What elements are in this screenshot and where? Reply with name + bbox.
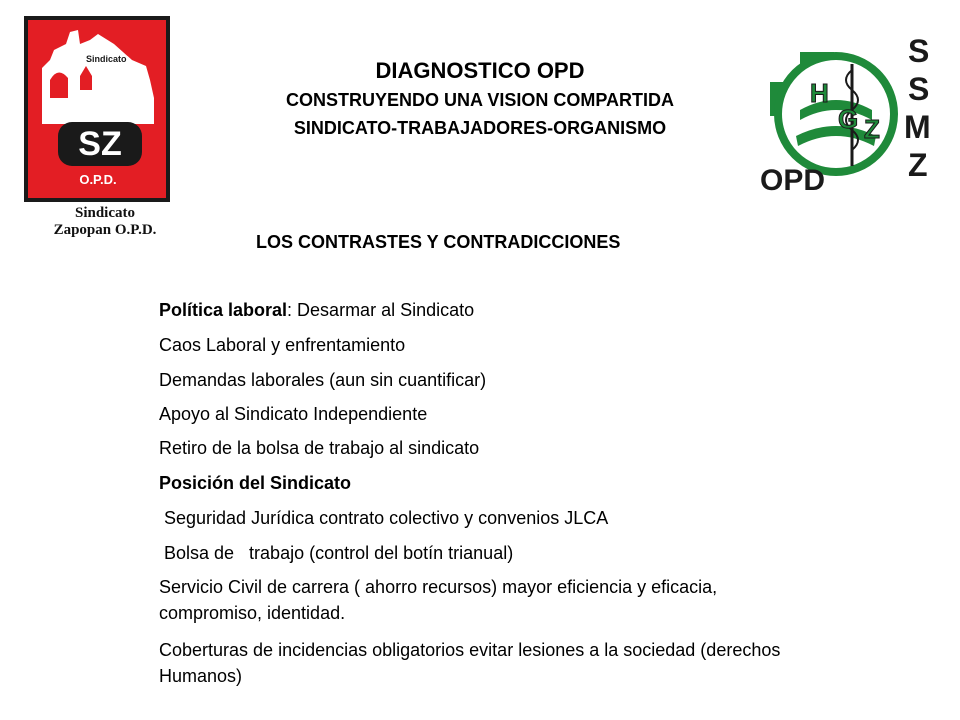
opd-label: OPD	[760, 164, 826, 197]
letter-z2: Z	[908, 147, 928, 183]
list-item-retiro: Retiro de la bolsa de trabajo al sindicato	[159, 438, 480, 458]
sindicato-logo	[24, 16, 170, 202]
logo-caption-line1: Sindicato	[74, 205, 135, 221]
opd-ssmz-logo	[748, 30, 948, 200]
letter-s1: S	[908, 33, 930, 69]
politica-label: Política laboral	[159, 300, 288, 320]
list-item-bolsa: Bolsa de trabajo (control del botín trianual)	[159, 543, 514, 563]
list-item-politica	[159, 297, 474, 323]
opd-mark: O.P.D.	[79, 172, 117, 187]
letter-z: Z	[864, 114, 880, 144]
letter-h: H	[810, 78, 829, 108]
letter-m: M	[904, 109, 931, 145]
list-item-seguridad: Seguridad Jurídica contrato colectivo y convenios JLCA	[159, 508, 609, 528]
list-item-servicio: Servicio Civil de carrera ( ahorro recursos) mayor eficiencia y eficacia, compromiso, identidad.	[159, 577, 718, 623]
subtitle-line1: CONSTRUYENDO UNA VISION COMPARTIDA	[285, 90, 674, 110]
list-item-coberturas: Coberturas de incidencias obligatorios evitar lesiones a la sociedad (derechos Humanos)	[159, 640, 781, 686]
logo-caption-line2: Zapopan O.P.D.	[53, 222, 157, 238]
section-heading: LOS CONTRASTES Y CONTRADICCIONES	[256, 232, 621, 252]
list-item-posicion: Posición del Sindicato	[159, 473, 352, 493]
sz-initials: SZ	[78, 125, 122, 163]
subtitle-line2: SINDICATO-TRABAJADORES-ORGANISMO	[293, 118, 667, 138]
badge-text: Sindicato	[86, 54, 127, 64]
list-item-caos: Caos Laboral y enfrentamiento	[159, 335, 406, 355]
list-item-apoyo: Apoyo al Sindicato Independiente	[159, 404, 428, 424]
letter-g: G	[838, 104, 859, 134]
letter-s2: S	[908, 71, 930, 107]
politica-text: : Desarmar al Sindicato	[287, 300, 475, 320]
list-item-demandas: Demandas laborales (aun sin cuantificar)	[159, 370, 487, 390]
page-title: DIAGNOSTICO OPD	[375, 58, 585, 83]
sindicato-logo-graphic	[28, 20, 166, 198]
